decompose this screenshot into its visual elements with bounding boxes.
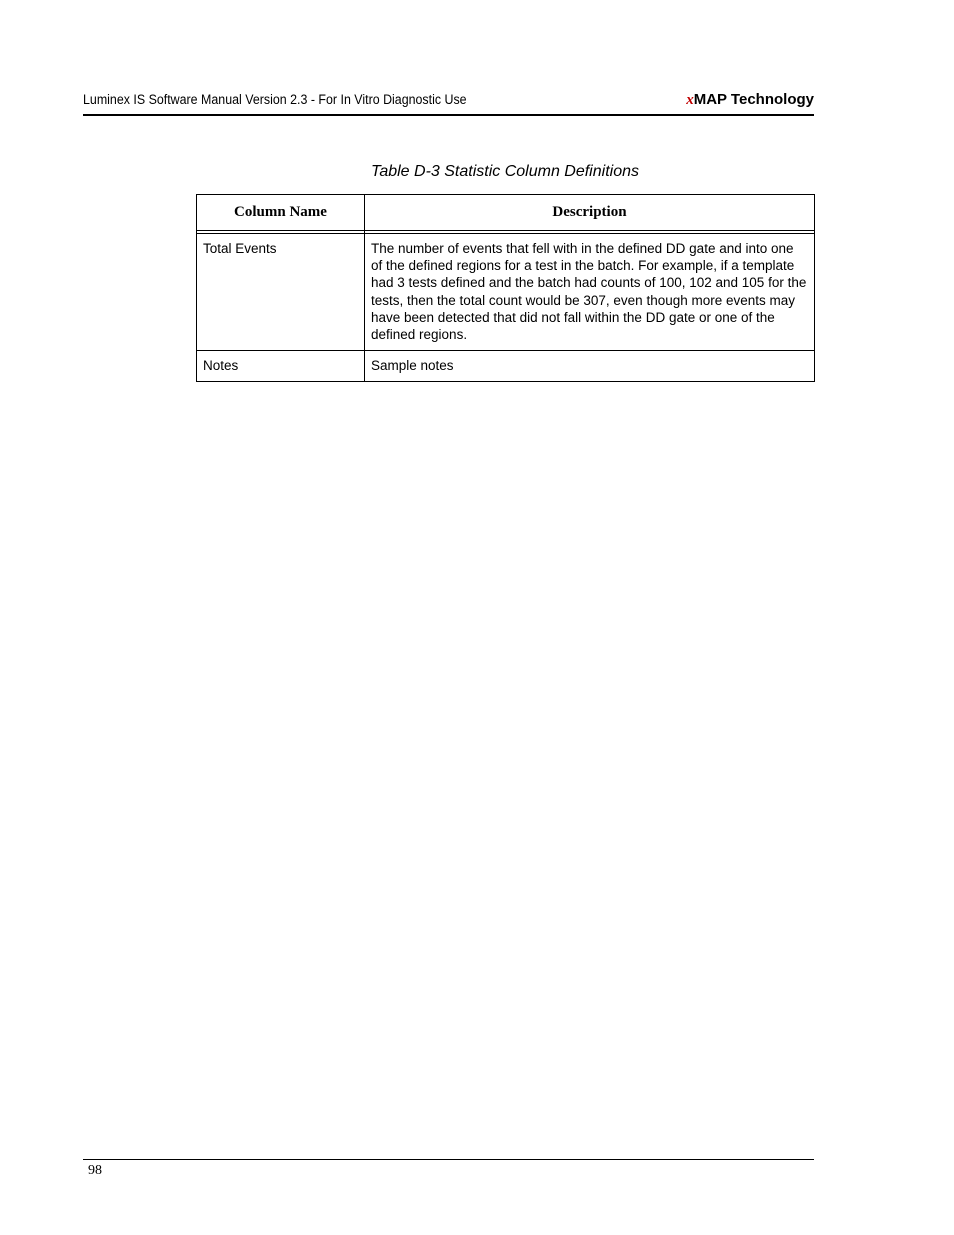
column-name-cell: Notes (197, 351, 365, 382)
description-cell: The number of events that fell with in the defined DD gate and into one of the defined regions for a test in the batch. For example, if a template had 3 tests defined and the batch had counts of 100, 102 and 105 for the tests, then the total count would be 307, even though more events may have been detected that did not fall within the DD gate or one of the defined regions. (365, 234, 815, 351)
page-number: 98 (88, 1163, 102, 1178)
brand-logo (686, 91, 814, 109)
table-row (197, 234, 815, 351)
table-header-row (197, 195, 815, 231)
table-caption: Table D-3 Statistic Column Definitions (371, 163, 639, 180)
description-cell: Sample notes (365, 351, 815, 382)
column-header: Column Name (197, 195, 365, 231)
column-header: Description (365, 195, 815, 231)
document-title: Luminex IS Software Manual Version 2.3 - For In Vitro Diagnostic Use (83, 92, 467, 107)
footer-rule (83, 1159, 814, 1160)
page-header (83, 90, 814, 116)
column-name-cell: Total Events (197, 234, 365, 351)
table-row (197, 351, 815, 382)
brand-text: MAP Technology (693, 91, 814, 108)
definitions-table (196, 194, 815, 382)
brand-x: x (686, 92, 694, 108)
